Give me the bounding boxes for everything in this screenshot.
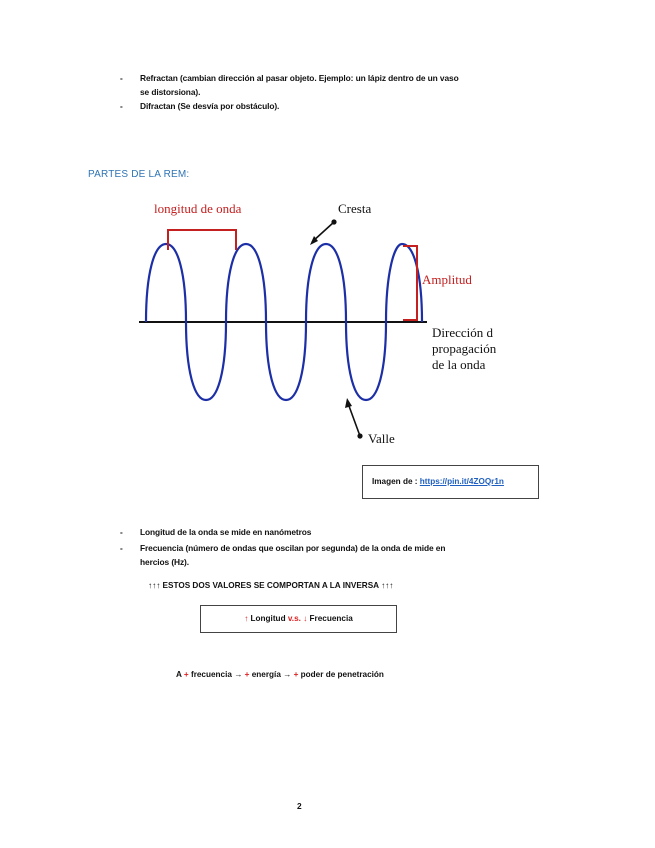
image-caption-box: [362, 465, 539, 499]
up-arrows-right: ↑↑↑: [381, 581, 394, 590]
bullet-frequency: Frecuencia (número de ondas que oscilan por segunda) de la onda de mide en: [140, 543, 446, 553]
caption-link[interactable]: https://pin.it/4ZOQr1n: [419, 477, 504, 486]
trough-label: Valle: [368, 431, 395, 446]
trough-pointer: [349, 406, 360, 436]
up-arrow-icon: ↑: [244, 614, 249, 623]
direction-label-line2: propagación: [432, 341, 497, 356]
bullet-marker: -: [120, 101, 123, 111]
direction-label-line3: de la onda: [432, 357, 486, 372]
bullet-difractan: Difractan (Se desvía por obstáculo).: [140, 101, 280, 111]
caption-prefix: Imagen de :: [372, 477, 420, 486]
trough-arrowhead: [345, 398, 352, 408]
bullet-marker: -: [120, 527, 123, 537]
bullet-marker: -: [120, 73, 123, 83]
direction-label-line1: Dirección d: [432, 325, 494, 340]
up-arrows-left: ↑↑↑: [148, 581, 161, 590]
comparison-right-term: Frecuencia: [307, 614, 353, 623]
wave-diagram: [136, 194, 506, 456]
bullet-frequency-continuation: hercios (Hz).: [140, 557, 189, 567]
wavelength-bracket: [168, 230, 236, 250]
plus-sign: +: [293, 670, 299, 679]
chain-frequency: frecuencia →: [188, 670, 245, 679]
bullet-marker: -: [120, 543, 123, 553]
comparison-left-term: Longitud: [248, 614, 288, 623]
plus-sign: +: [244, 670, 250, 679]
section-heading: PARTES DE LA REM:: [88, 169, 190, 180]
chain-penetration: poder de penetración: [298, 670, 384, 679]
bullet-wavelength: Longitud de la onda se mide en nanómetros: [140, 527, 312, 537]
chain-start: A: [176, 670, 184, 679]
down-arrow-icon: ↓: [300, 614, 308, 623]
amplitude-label: Amplitud: [422, 272, 472, 287]
inverse-note-text: ESTOS DOS VALORES SE COMPORTAN A LA INVERSA: [160, 581, 382, 590]
versus-label: v.s.: [287, 614, 301, 623]
energy-chain: [176, 670, 384, 679]
page-number: 2: [297, 801, 302, 811]
plus-sign: +: [183, 670, 189, 679]
bullet-refractan-continuation: se distorsiona).: [140, 87, 201, 97]
bullet-refractan: Refractan (cambian dirección al pasar objeto. Ejemplo: un lápiz dentro de un vaso: [140, 73, 459, 83]
crest-dot: [331, 219, 336, 224]
crest-label: Cresta: [338, 201, 372, 216]
trough-dot: [357, 433, 362, 438]
inverse-note: [148, 581, 393, 590]
chain-energy: energía →: [249, 670, 294, 679]
comparison-box: [200, 605, 397, 633]
wavelength-label: longitud de onda: [154, 201, 242, 216]
